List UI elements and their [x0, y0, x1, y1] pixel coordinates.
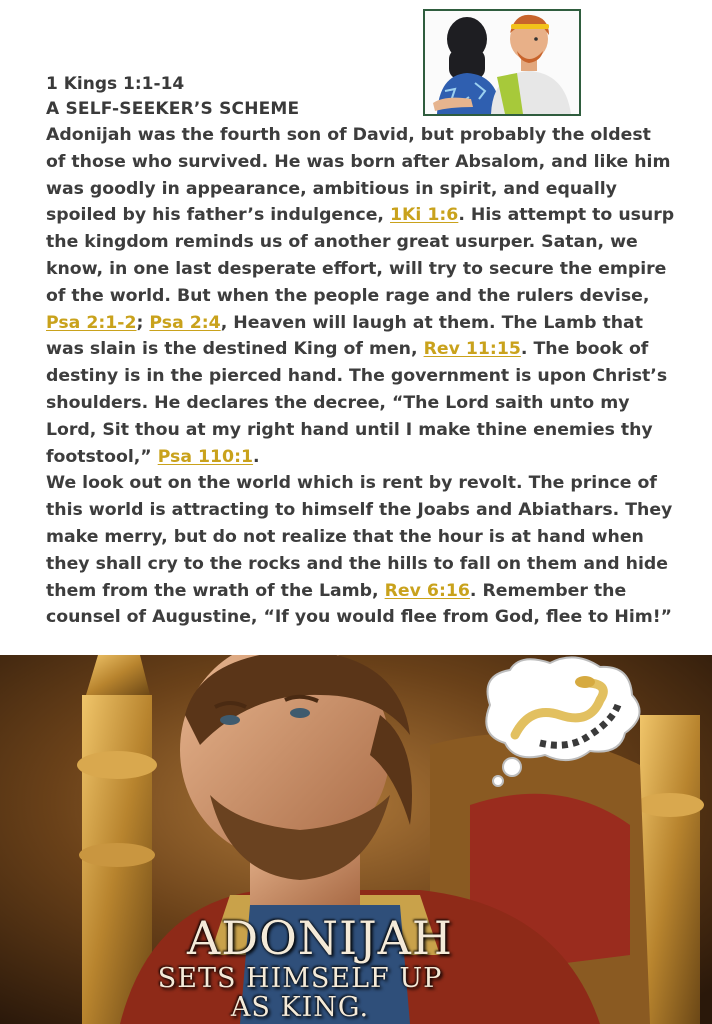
paragraph-1: [46, 122, 676, 470]
text-segment: We look out on the world which is rent by revolt. The prince of this world is attracting to himself the Joabs and Abiathars. They make merry, but do not realize that the hour is at hand when they shall cry to the rocks and the hills to fall on them and hide them from the wrath of the Lamb,: [46, 473, 673, 601]
hero-image: [0, 655, 712, 1024]
link-rev-6-16[interactable]: Rev 6:16: [384, 580, 470, 601]
paragraph-2: [46, 470, 676, 631]
link-rev-11-15[interactable]: Rev 11:15: [423, 339, 521, 360]
text-segment: Adonijah was the fourth son of David, but probably the oldest of those who survived. He was born after Absalom, and like him was goodly in appearance, ambitious in spirit, and equally spoiled by his father’s indulgence,: [46, 125, 671, 226]
devotional-title: A SELF-SEEKER’S SCHEME: [46, 99, 300, 119]
text-segment: , Heaven will laugh at them. The Lamb that was slain is the destined King of men,: [46, 312, 643, 360]
link-psa-2-4[interactable]: Psa 2:4: [149, 312, 221, 333]
link-psa-110-1[interactable]: Psa 110:1: [157, 446, 254, 467]
hero-title: ADONIJAH: [186, 911, 453, 965]
scripture-reference: 1 Kings 1:1-14: [46, 74, 185, 94]
text-segment: . His attempt to usurp the kingdom reminds us of another great usurper. Satan, we know, in one last desperate effort, will try to secure the empire of the world. But when the people rage and the rulers devise,: [46, 205, 675, 306]
hero-subtitle-line1: SETS HIMSELF UP: [157, 963, 443, 994]
hero-subtitle-line2: AS KING.: [230, 992, 370, 1023]
devotional-text: [46, 72, 676, 631]
text-segment: . Remember the counsel of Augustine, “If you would flee from God, flee to Him!”: [46, 580, 672, 628]
link-psa-2-1-2[interactable]: Psa 2:1-2: [46, 312, 137, 333]
text-segment: .: [253, 446, 260, 467]
text-segment: ;: [136, 312, 150, 333]
link-1ki-1-6[interactable]: 1Ki 1:6: [390, 205, 459, 226]
text-segment: . The book of destiny is in the pierced hand. The government is upon Christ’s shoulders. He declares the decree, “The Lord saith unto my Lord, Sit thou at my right hand until I make thine enemies thy footstool,”: [46, 339, 668, 467]
